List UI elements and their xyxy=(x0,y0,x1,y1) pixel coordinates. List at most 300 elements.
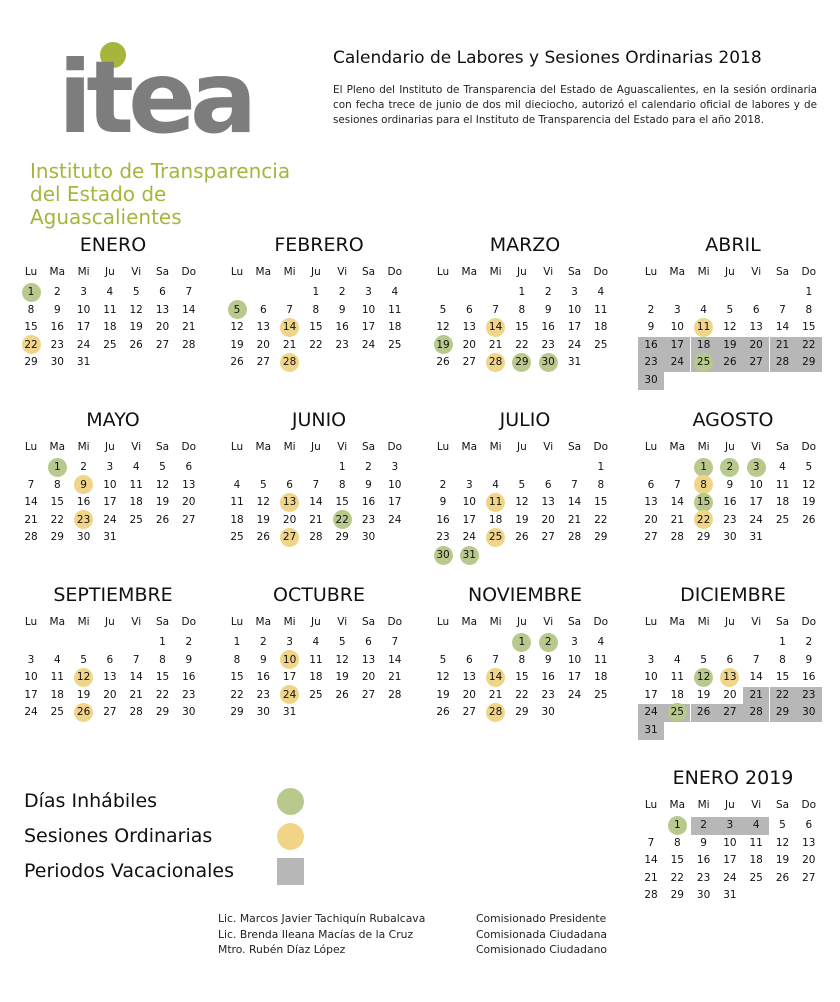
weekday-header: Ma xyxy=(49,441,66,453)
day-cell xyxy=(509,704,535,722)
day-number: 9 xyxy=(805,653,813,666)
day-number: 15 xyxy=(775,671,790,684)
day-cell-vacacional xyxy=(691,817,717,835)
day-cell-vacacional xyxy=(638,372,664,390)
day-number: 5 xyxy=(805,461,813,473)
day-cell xyxy=(430,687,456,705)
day-number: 12 xyxy=(723,321,737,334)
day-cell xyxy=(638,302,664,320)
day-cell xyxy=(743,870,769,888)
day-number: 10 xyxy=(670,321,684,334)
day-number: 14 xyxy=(567,496,582,509)
day-number: 7 xyxy=(673,478,681,491)
day-cell-vacacional xyxy=(664,337,690,355)
day-number: 11 xyxy=(103,303,117,316)
day-cell xyxy=(509,337,535,355)
day-cell xyxy=(664,687,690,705)
day-number: 14 xyxy=(282,321,297,334)
day-number: 8 xyxy=(338,478,346,491)
day-cell-sesion xyxy=(277,529,303,547)
day-number: 3 xyxy=(80,286,87,298)
day-cell xyxy=(150,494,176,512)
weekday-header: Ma xyxy=(255,266,272,278)
day-number: 11 xyxy=(309,653,323,666)
day-number: 21 xyxy=(388,671,402,684)
day-cell xyxy=(562,687,588,705)
weekday-header: Do xyxy=(801,441,817,453)
day-cell-vacacional xyxy=(717,704,743,722)
day-cell-vacacional xyxy=(743,704,769,722)
day-number: 24 xyxy=(361,338,376,351)
day-cell xyxy=(382,634,408,652)
legend-swatch-vacacionales xyxy=(277,858,304,885)
day-cell xyxy=(743,512,769,530)
day-number: 27 xyxy=(462,356,476,369)
day-cell xyxy=(796,652,822,670)
day-number: 18 xyxy=(129,496,143,509)
day-number: 11 xyxy=(696,321,711,334)
signatory-role-2: Comisionada Ciudadana xyxy=(476,927,608,941)
day-number: 9 xyxy=(185,653,193,666)
day-cell xyxy=(71,529,97,547)
day-cell xyxy=(691,852,717,870)
day-cell xyxy=(509,687,535,705)
day-cell xyxy=(588,529,614,547)
day-number: 20 xyxy=(361,671,376,684)
day-number: 28 xyxy=(670,531,684,544)
day-number: 21 xyxy=(567,513,582,526)
day-number: 17 xyxy=(723,854,737,867)
signatory-role-1: Comisionado Presidente xyxy=(476,912,607,925)
day-cell xyxy=(44,354,70,372)
day-cell xyxy=(44,512,70,530)
day-cell-sesion xyxy=(277,354,303,372)
day-number: 27 xyxy=(644,531,658,544)
weekday-header: Mi xyxy=(489,441,502,453)
day-cell xyxy=(638,835,664,853)
day-number: 4 xyxy=(106,286,114,298)
day-cell xyxy=(150,687,176,705)
day-cell xyxy=(123,704,149,722)
day-number: 27 xyxy=(361,688,376,701)
month-calendar xyxy=(224,409,414,547)
weekday-header: Sa xyxy=(775,266,790,278)
day-cell xyxy=(535,284,561,302)
day-cell xyxy=(277,669,303,687)
weekday-header: Do xyxy=(593,616,609,628)
day-cell xyxy=(303,634,329,652)
day-cell-vacacional xyxy=(717,354,743,372)
day-number: 22 xyxy=(24,338,38,351)
weekday-header: Ju xyxy=(517,266,527,278)
day-number: 4 xyxy=(233,478,241,491)
day-number: 5 xyxy=(726,303,734,316)
day-cell xyxy=(588,459,614,477)
day-number: 16 xyxy=(541,321,555,334)
day-number: 24 xyxy=(24,706,38,719)
day-number: 31 xyxy=(749,531,763,544)
weekday-header: Mi xyxy=(697,441,710,453)
day-number: 22 xyxy=(775,688,790,701)
day-number: 25 xyxy=(670,706,684,719)
day-number: 20 xyxy=(644,513,658,526)
day-cell xyxy=(150,512,176,530)
day-cell xyxy=(277,477,303,495)
day-cell xyxy=(18,319,44,337)
page-title: Calendario de Labores y Sesiones Ordinarias 2018 xyxy=(333,48,762,68)
day-number: 13 xyxy=(103,671,117,684)
day-cell xyxy=(743,852,769,870)
day-cell xyxy=(483,687,509,705)
day-cell xyxy=(329,634,355,652)
day-number: 12 xyxy=(129,303,143,316)
day-number: 1 xyxy=(805,286,813,298)
day-number: 8 xyxy=(779,653,786,666)
day-cell xyxy=(588,494,614,512)
day-number: 24 xyxy=(388,513,402,526)
day-cell xyxy=(18,652,44,670)
day-number: 21 xyxy=(670,513,684,526)
day-number: 16 xyxy=(335,321,349,334)
day-number: 12 xyxy=(802,478,816,491)
day-number: 6 xyxy=(647,478,655,491)
day-number: 12 xyxy=(436,671,450,684)
day-number: 19 xyxy=(230,338,244,351)
day-number: 18 xyxy=(230,513,244,526)
day-cell xyxy=(770,494,796,512)
day-number: 10 xyxy=(644,671,658,684)
day-cell xyxy=(430,529,456,547)
day-cell xyxy=(44,494,70,512)
day-cell xyxy=(356,634,382,652)
day-number: 23 xyxy=(696,871,711,884)
month-name: OCTUBRE xyxy=(273,584,365,606)
day-number: 21 xyxy=(24,513,38,526)
day-number: 18 xyxy=(696,338,711,351)
signatory-name-1: Lic. Marcos Javier Tachiquín Rubalcava xyxy=(218,912,426,925)
day-cell-inhabil xyxy=(44,459,70,477)
day-cell-vacacional xyxy=(691,337,717,355)
day-number: 23 xyxy=(723,513,737,526)
day-cell xyxy=(250,687,276,705)
day-number: 12 xyxy=(76,671,91,684)
day-cell xyxy=(562,529,588,547)
day-cell-sesion xyxy=(483,704,509,722)
day-cell-inhabil xyxy=(535,354,561,372)
day-number: 7 xyxy=(312,478,320,491)
day-cell xyxy=(250,494,276,512)
weekday-header: Do xyxy=(801,266,817,278)
day-cell xyxy=(71,687,97,705)
day-cell xyxy=(743,669,769,687)
day-cell xyxy=(224,652,250,670)
day-number: 9 xyxy=(647,321,655,334)
day-cell xyxy=(303,652,329,670)
day-number: 13 xyxy=(644,496,658,509)
day-cell xyxy=(176,512,202,530)
day-cell xyxy=(456,337,482,355)
day-number: 17 xyxy=(24,688,38,701)
day-cell xyxy=(329,494,355,512)
month-day-grid xyxy=(430,266,620,372)
day-cell-vacacional xyxy=(796,704,822,722)
day-number: 7 xyxy=(492,303,499,316)
day-cell xyxy=(796,284,822,302)
weekday-header: Mi xyxy=(697,616,710,628)
day-number: 24 xyxy=(644,706,658,719)
day-cell xyxy=(123,669,149,687)
day-cell xyxy=(430,354,456,372)
day-cell xyxy=(250,652,276,670)
day-number: 2 xyxy=(439,478,447,491)
day-number: 20 xyxy=(103,688,117,701)
day-number: 27 xyxy=(256,356,270,369)
day-number: 3 xyxy=(27,653,35,666)
logo-wordmark: itea xyxy=(58,39,252,156)
day-cell xyxy=(743,477,769,495)
month-name: JULIO xyxy=(499,409,551,431)
day-cell xyxy=(638,669,664,687)
day-number: 14 xyxy=(129,671,143,684)
day-number: 11 xyxy=(594,303,608,316)
weekday-header: Lu xyxy=(24,616,38,628)
day-cell-vacacional xyxy=(717,817,743,835)
day-cell xyxy=(717,887,743,905)
day-number: 9 xyxy=(726,478,734,491)
day-number: 10 xyxy=(462,496,476,509)
weekday-header: Do xyxy=(387,441,403,453)
day-number: 8 xyxy=(700,478,707,491)
day-cell xyxy=(509,319,535,337)
day-cell xyxy=(664,512,690,530)
day-cell xyxy=(18,477,44,495)
day-number: 17 xyxy=(567,671,582,684)
day-number: 12 xyxy=(515,496,529,509)
day-number: 3 xyxy=(752,461,760,473)
day-cell-inhabil xyxy=(224,302,250,320)
day-number: 3 xyxy=(465,478,473,491)
weekday-header: Do xyxy=(181,616,197,628)
day-number: 17 xyxy=(644,688,658,701)
day-cell-inhabil xyxy=(691,459,717,477)
day-cell xyxy=(664,652,690,670)
day-number: 12 xyxy=(775,836,790,849)
weekday-header: Sa xyxy=(567,266,582,278)
day-cell xyxy=(303,319,329,337)
day-number: 16 xyxy=(76,496,91,509)
day-number: 8 xyxy=(312,303,320,316)
day-cell xyxy=(329,302,355,320)
day-cell xyxy=(509,302,535,320)
day-cell xyxy=(638,687,664,705)
day-cell xyxy=(664,669,690,687)
day-number: 6 xyxy=(805,819,813,831)
day-number: 10 xyxy=(361,303,376,316)
day-number: 27 xyxy=(282,531,297,544)
day-cell xyxy=(224,494,250,512)
day-cell xyxy=(638,870,664,888)
weekday-header: Mi xyxy=(697,266,710,278)
day-number: 26 xyxy=(230,356,244,369)
weekday-header: Sa xyxy=(155,616,170,628)
day-cell xyxy=(176,302,202,320)
weekday-header: Lu xyxy=(24,441,38,453)
weekday-header: Lu xyxy=(436,616,450,628)
day-cell xyxy=(382,494,408,512)
day-number: 28 xyxy=(309,531,323,544)
day-number: 8 xyxy=(53,478,61,491)
weekday-header: Ju xyxy=(725,266,735,278)
day-cell xyxy=(329,529,355,547)
day-number: 6 xyxy=(159,286,166,298)
day-cell xyxy=(176,634,202,652)
day-cell-sesion xyxy=(691,477,717,495)
day-cell xyxy=(796,870,822,888)
day-number: 29 xyxy=(155,706,170,719)
day-number: 5 xyxy=(700,653,707,666)
day-cell xyxy=(224,512,250,530)
day-cell-inhabil xyxy=(691,494,717,512)
day-number: 9 xyxy=(439,496,447,509)
day-cell xyxy=(44,319,70,337)
day-number: 14 xyxy=(309,496,323,509)
day-cell xyxy=(770,319,796,337)
day-cell xyxy=(562,354,588,372)
day-cell xyxy=(535,494,561,512)
day-number: 17 xyxy=(670,338,684,351)
day-number: 18 xyxy=(388,321,402,334)
day-cell-vacacional xyxy=(743,687,769,705)
day-number: 21 xyxy=(309,513,323,526)
day-cell xyxy=(535,529,561,547)
day-cell-vacacional xyxy=(638,337,664,355)
day-number: 23 xyxy=(436,531,450,544)
day-number: 13 xyxy=(256,321,270,334)
day-cell xyxy=(588,337,614,355)
day-cell xyxy=(483,512,509,530)
day-number: 10 xyxy=(103,478,117,491)
weekday-header: Mi xyxy=(697,799,710,811)
day-cell xyxy=(224,669,250,687)
day-number: 28 xyxy=(129,706,143,719)
day-number: 10 xyxy=(282,653,297,666)
day-number: 15 xyxy=(696,496,711,509)
day-number: 29 xyxy=(335,531,349,544)
day-cell-sesion xyxy=(483,494,509,512)
day-number: 1 xyxy=(312,286,320,298)
day-cell-sesion xyxy=(277,652,303,670)
day-cell xyxy=(430,302,456,320)
day-number: 6 xyxy=(752,303,760,316)
day-cell xyxy=(562,494,588,512)
day-number: 6 xyxy=(465,653,473,666)
day-number: 12 xyxy=(696,671,711,684)
day-cell xyxy=(44,704,70,722)
day-number: 18 xyxy=(594,671,608,684)
day-cell xyxy=(456,477,482,495)
weekday-header: Lu xyxy=(436,441,450,453)
day-number: 12 xyxy=(256,496,270,509)
day-cell xyxy=(717,319,743,337)
day-cell xyxy=(430,652,456,670)
day-number: 8 xyxy=(233,653,241,666)
day-number: 28 xyxy=(567,531,582,544)
day-number: 10 xyxy=(24,671,38,684)
weekday-header: Do xyxy=(801,799,817,811)
day-cell xyxy=(150,652,176,670)
day-cell xyxy=(638,652,664,670)
day-number: 11 xyxy=(129,478,143,491)
month-calendar xyxy=(430,584,620,722)
day-cell xyxy=(638,477,664,495)
day-cell xyxy=(303,337,329,355)
day-cell-sesion xyxy=(71,669,97,687)
day-number: 13 xyxy=(361,653,376,666)
day-number: 23 xyxy=(50,338,64,351)
day-cell xyxy=(509,494,535,512)
day-cell xyxy=(123,477,149,495)
weekday-header: Vi xyxy=(543,266,554,278)
day-number: 16 xyxy=(644,338,658,351)
day-cell xyxy=(356,284,382,302)
day-cell xyxy=(356,477,382,495)
day-cell xyxy=(770,870,796,888)
day-cell xyxy=(796,817,822,835)
day-cell-vacacional xyxy=(770,687,796,705)
day-cell xyxy=(509,669,535,687)
day-cell xyxy=(664,319,690,337)
day-number: 3 xyxy=(647,653,655,666)
day-cell xyxy=(277,634,303,652)
weekday-header: Mi xyxy=(77,266,90,278)
day-number: 16 xyxy=(802,671,816,684)
month-calendar xyxy=(430,234,620,372)
day-number: 3 xyxy=(726,819,734,831)
day-number: 3 xyxy=(391,461,399,473)
day-number: 15 xyxy=(230,671,244,684)
month-name: MAYO xyxy=(86,409,140,431)
day-cell xyxy=(18,669,44,687)
weekday-header: Ju xyxy=(725,441,735,453)
day-number: 25 xyxy=(230,531,244,544)
day-cell xyxy=(796,512,822,530)
day-number: 28 xyxy=(182,338,196,351)
day-cell xyxy=(430,669,456,687)
day-cell xyxy=(535,477,561,495)
day-number: 13 xyxy=(462,321,476,334)
day-cell xyxy=(717,512,743,530)
weekday-header: Do xyxy=(593,266,609,278)
day-cell-inhabil xyxy=(691,354,717,372)
day-number: 6 xyxy=(544,478,552,491)
day-number: 7 xyxy=(571,478,578,491)
day-cell xyxy=(743,652,769,670)
day-cell xyxy=(717,687,743,705)
day-cell xyxy=(664,529,690,547)
day-cell xyxy=(562,284,588,302)
day-number: 26 xyxy=(723,356,737,369)
day-cell xyxy=(303,512,329,530)
day-cell xyxy=(483,652,509,670)
day-number: 6 xyxy=(286,478,293,491)
weekday-header: Ma xyxy=(461,266,478,278)
day-cell xyxy=(664,477,690,495)
weekday-header: Do xyxy=(593,441,609,453)
day-cell xyxy=(717,652,743,670)
day-number: 31 xyxy=(567,356,582,369)
day-cell xyxy=(691,302,717,320)
day-number: 18 xyxy=(749,854,763,867)
